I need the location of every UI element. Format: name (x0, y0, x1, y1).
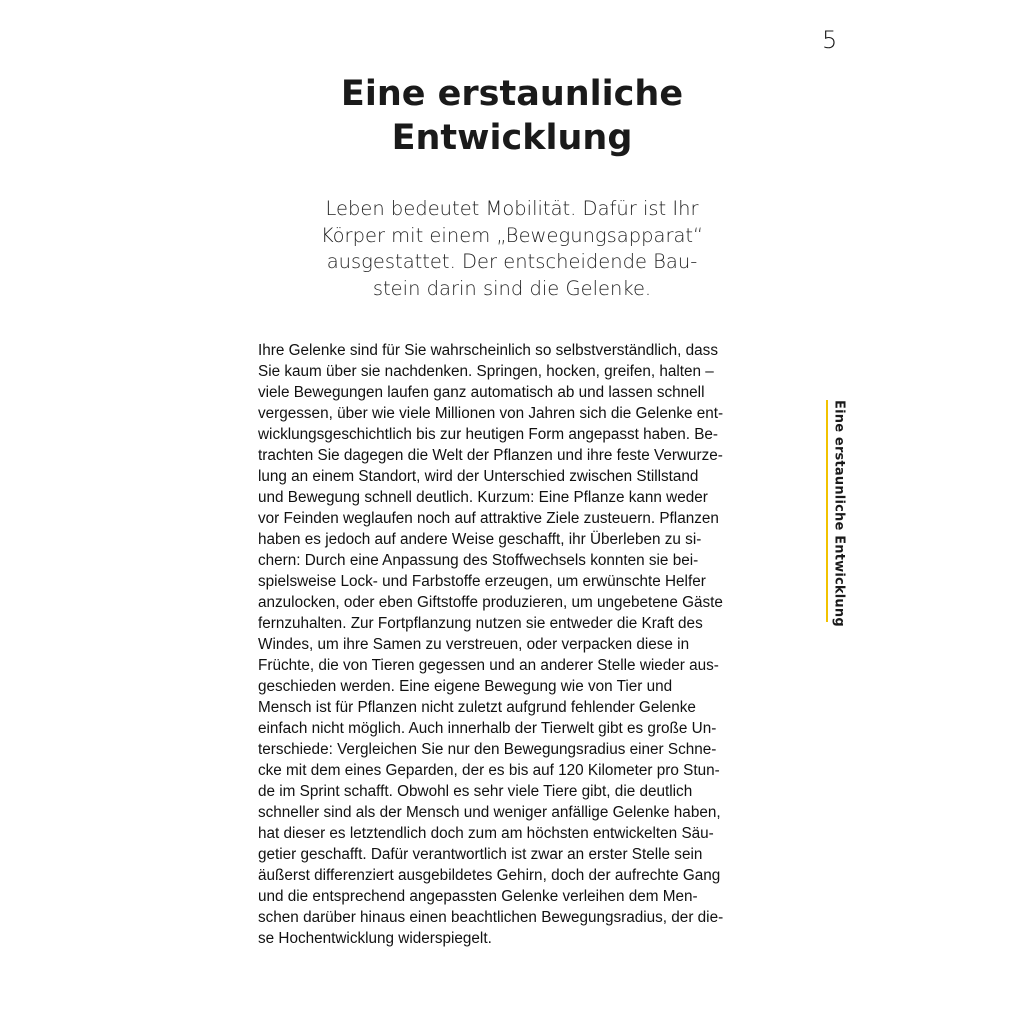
body-line: lung an einem Standort, wird der Unterschied zwischen Stillstand (258, 468, 699, 485)
body-line: viele Bewegungen laufen ganz automatisch ab und lassen schnell (258, 384, 705, 401)
body-line: äußerst differenziert ausgebildetes Gehirn, doch der aufrechte Gang (258, 867, 721, 884)
body-line: Mensch ist für Pflanzen nicht zuletzt aufgrund fehlender Gelenke (258, 699, 696, 716)
body-line: schneller sind als der Mensch und weniger anfällige Gelenke haben, (258, 804, 721, 821)
intro-line: Leben bedeutet Mobilität. Dafür ist Ihr (325, 197, 699, 220)
chapter-title-line: Entwicklung (391, 118, 633, 158)
body-line: fernzuhalten. Zur Fortpflanzung nutzen sie entweder die Kraft des (258, 615, 703, 632)
side-chapter-label: Eine erstaunliche Entwicklung (831, 400, 847, 627)
body-line: vergessen, über wie viele Millionen von Jahren sich die Gelenke ent- (258, 405, 724, 422)
body-line: trachten Sie dagegen die Welt der Pflanzen und ihre feste Verwurze- (258, 447, 723, 464)
body-line: se Hochentwicklung widerspiegelt. (258, 930, 492, 947)
body-line: vor Feinden weglaufen noch auf attraktive Ziele zusteuern. Pflanzen (258, 510, 719, 527)
intro-line: stein darin sind die Gelenke. (372, 276, 652, 300)
side-chapter-marker (826, 400, 847, 627)
body-line: chern: Durch eine Anpassung des Stoffwechsels konnten sie bei- (258, 552, 699, 569)
body-line: terschiede: Vergleichen Sie nur den Bewegungsradius einer Schne- (258, 741, 717, 758)
intro-line: Körper mit einem „Bewegungsapparat“ (320, 223, 704, 247)
body-line: Sie kaum über sie nachdenken. Springen, hocken, greifen, halten – (258, 363, 714, 380)
body-line: Ihre Gelenke sind für Sie wahrscheinlich so selbstverständlich, dass (258, 342, 718, 359)
body-line: einfach nicht möglich. Auch innerhalb der Tierwelt gibt es große Un- (258, 720, 717, 737)
body-line: Windes, um ihre Samen zu verstreuen, oder verpacken diese in (258, 636, 690, 653)
body-line: wicklungsgeschichtlich bis zur heutigen Form angepasst haben. Be- (258, 426, 719, 443)
body-line: haben es jedoch auf andere Weise geschafft, ihr Überleben zu si- (258, 531, 702, 548)
body-line: de im Sprint schafft. Obwohl es sehr viele Tiere gibt, die deutlich (258, 783, 693, 800)
body-paragraph (258, 340, 778, 949)
chapter-title (262, 72, 762, 160)
body-line: getier geschafft. Dafür verantwortlich ist zwar an erster Stelle sein (258, 846, 703, 863)
chapter-title-line: Eine erstaunliche (340, 74, 684, 114)
page-number: 5 (822, 26, 838, 54)
body-line: Früchte, die von Tieren gegessen und an anderer Stelle wieder aus- (258, 657, 719, 674)
body-line: hat dieser es letztendlich doch zum am höchsten entwickelten Säu- (258, 825, 714, 842)
body-line: spielsweise Lock- und Farbstoffe erzeugen, um erwünschte Helfer (258, 573, 706, 590)
body-line: und die entsprechend angepassten Gelenke verleihen dem Men- (258, 888, 698, 905)
body-line: geschieden werden. Eine eigene Bewegung wie von Tier und (258, 678, 673, 695)
body-line: anzulocken, oder eben Giftstoffe produzieren, um ungebetene Gäste (258, 594, 723, 611)
intro-paragraph (262, 196, 762, 302)
body-line: schen darüber hinaus einen beachtlichen Bewegungsradius, der die- (258, 909, 724, 926)
intro-line: ausgestattet. Der entscheidende Bau- (326, 250, 698, 273)
body-line: und Bewegung schnell deutlich. Kurzum: Eine Pflanze kann weder (258, 489, 708, 506)
body-line: cke mit dem eines Geparden, der es bis auf 120 Kilometer pro Stun- (258, 762, 720, 779)
